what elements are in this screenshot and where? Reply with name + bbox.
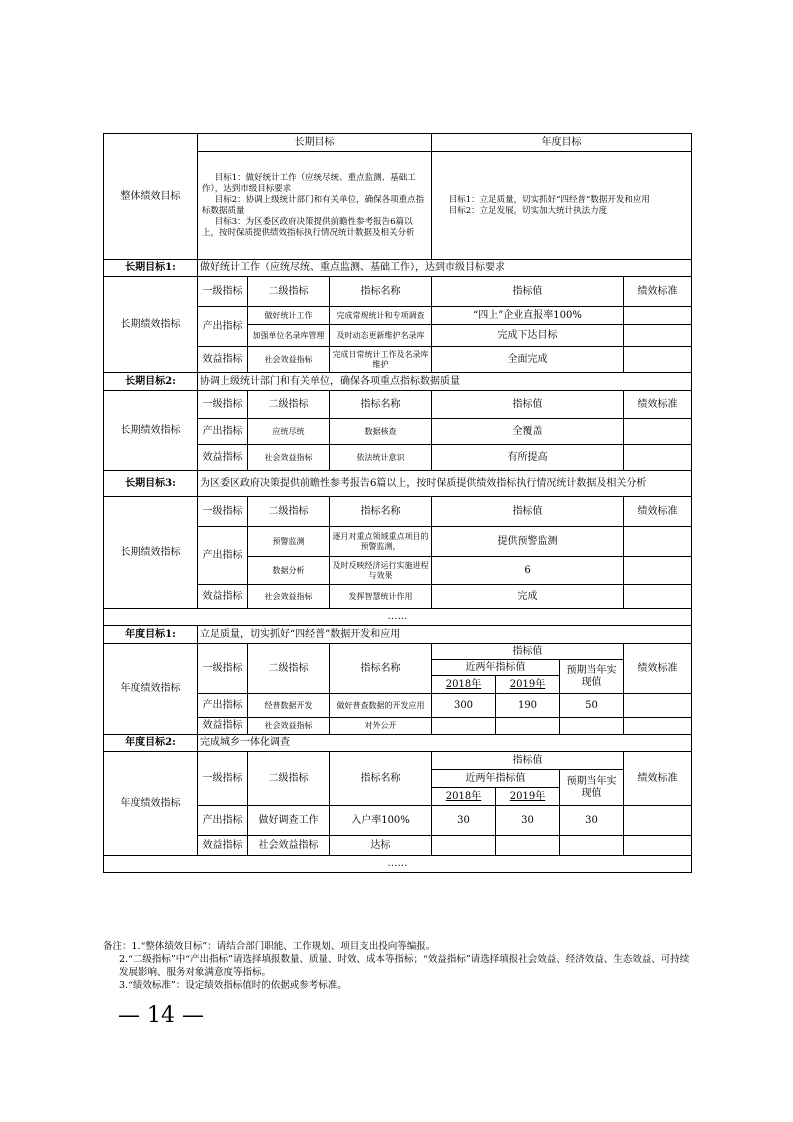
cat-benefit: 效益指标 bbox=[198, 585, 248, 609]
std-cell bbox=[624, 585, 692, 609]
col-lvl2: 二级指标 bbox=[248, 391, 330, 419]
annual2-label: 年度绩效指标 bbox=[104, 752, 198, 856]
std-cell bbox=[624, 445, 692, 471]
long2-label: 长期绩效指标 bbox=[104, 391, 198, 471]
col-value: 指标值 bbox=[432, 277, 624, 307]
lvl2-cell: 社会效益指标 bbox=[248, 445, 330, 471]
value-cell: 完成 bbox=[432, 585, 624, 609]
std-cell bbox=[624, 718, 692, 735]
value-2018-cell bbox=[432, 836, 496, 856]
col-lvl2: 二级指标 bbox=[248, 497, 330, 527]
col-lvl2: 二级指标 bbox=[248, 277, 330, 307]
col-2019: 2019年 bbox=[509, 678, 546, 690]
value-2019-cell bbox=[496, 718, 560, 735]
long2-title: 长期目标2: bbox=[104, 373, 198, 391]
long1-text: 做好统计工作（应统尽统、重点监测、基础工作），达到市级目标要求 bbox=[198, 260, 692, 277]
annual-goal-2: 目标2：立足发展，切实加大统计执法力度 bbox=[448, 205, 608, 216]
expect-cell bbox=[560, 718, 624, 735]
ellipsis-row: …… bbox=[104, 609, 692, 626]
col-near: 近两年指标值 bbox=[432, 660, 560, 676]
cat-output: 产出指标 bbox=[198, 307, 248, 347]
value-2019-cell: 190 bbox=[496, 694, 560, 718]
long2-text: 协调上级统计部门和有关单位，确保各项重点指标数据质量 bbox=[198, 373, 692, 391]
annual-goal-list bbox=[432, 152, 692, 260]
performance-table bbox=[103, 133, 691, 873]
name-cell: 做好普查数据的开发应用 bbox=[330, 694, 432, 718]
lvl2-cell: 加强单位名录库管理 bbox=[248, 325, 330, 347]
long1-label: 长期绩效指标 bbox=[104, 277, 198, 373]
annual2-text: 完成城乡一体化调查 bbox=[198, 735, 692, 752]
notes bbox=[103, 940, 693, 992]
col-value: 指标值 bbox=[432, 644, 624, 660]
col-name: 指标名称 bbox=[330, 497, 432, 527]
long1-title: 长期目标1: bbox=[104, 260, 198, 277]
note-3: 3.“绩效标准”：设定绩效指标值时的依据或参考标准。 bbox=[119, 980, 347, 991]
name-cell: 完成常规统计和专项调查 bbox=[330, 307, 432, 325]
value-cell: 全覆盖 bbox=[432, 419, 624, 445]
col-lvl1: 一级指标 bbox=[198, 644, 248, 694]
col-lvl2: 二级指标 bbox=[248, 644, 330, 694]
value-cell: 6 bbox=[432, 557, 624, 585]
col-lvl2: 二级指标 bbox=[248, 752, 330, 806]
col-name: 指标名称 bbox=[330, 277, 432, 307]
name-cell: 数据核查 bbox=[330, 419, 432, 445]
value-cell: 有所提高 bbox=[432, 445, 624, 471]
std-cell bbox=[624, 836, 692, 856]
name-cell: 入户率100% bbox=[330, 806, 432, 836]
col-std: 绩效标准 bbox=[624, 497, 692, 527]
col-std: 绩效标准 bbox=[624, 752, 692, 806]
name-cell: 对外公开 bbox=[330, 718, 432, 735]
col-lvl1: 一级指标 bbox=[198, 391, 248, 419]
cat-benefit: 效益指标 bbox=[198, 445, 248, 471]
page-number: — 14 — bbox=[118, 1003, 204, 1028]
annual2-title: 年度目标2: bbox=[104, 735, 198, 752]
long3-label: 长期绩效指标 bbox=[104, 497, 198, 609]
note-1: 备注：1.“整体绩效目标”：请结合部门职能、工作规划、项目支出投向等编报。 bbox=[103, 941, 436, 952]
col-value: 指标值 bbox=[432, 497, 624, 527]
std-cell bbox=[624, 694, 692, 718]
std-cell bbox=[624, 419, 692, 445]
name-cell: 及时反映经济运行实施进程与效果 bbox=[330, 557, 432, 585]
long-goal-1: 目标1：做好统计工作（应统尽统、重点监测、基础工作），达到市级目标要求 bbox=[202, 172, 416, 194]
col-2019: 2019年 bbox=[509, 790, 546, 802]
annual-header: 年度目标 bbox=[432, 134, 692, 152]
long3-title: 长期目标3: bbox=[104, 471, 198, 497]
cat-benefit: 效益指标 bbox=[198, 836, 248, 856]
value-cell: 全面完成 bbox=[432, 347, 624, 373]
annual1-title: 年度目标1: bbox=[104, 626, 198, 644]
overall-label: 整体绩效目标 bbox=[104, 134, 198, 260]
ellipsis-row: …… bbox=[104, 856, 692, 873]
lvl2-cell: 应统尽统 bbox=[248, 419, 330, 445]
lvl2-cell: 做好调查工作 bbox=[248, 806, 330, 836]
cat-benefit: 效益指标 bbox=[198, 718, 248, 735]
cat-output: 产出指标 bbox=[198, 527, 248, 585]
value-2018-cell: 300 bbox=[432, 694, 496, 718]
col-near: 近两年指标值 bbox=[432, 770, 560, 788]
col-std: 绩效标准 bbox=[624, 391, 692, 419]
lvl2-cell: 经普数据开发 bbox=[248, 694, 330, 718]
cat-output: 产出指标 bbox=[198, 419, 248, 445]
lvl2-cell: 做好统计工作 bbox=[248, 307, 330, 325]
expect-cell bbox=[560, 836, 624, 856]
lvl2-cell: 社会效益指标 bbox=[248, 836, 330, 856]
value-2018-cell: 30 bbox=[432, 806, 496, 836]
col-lvl1: 一级指标 bbox=[198, 277, 248, 307]
value-2018-cell bbox=[432, 718, 496, 735]
col-name: 指标名称 bbox=[330, 644, 432, 694]
annual1-label: 年度绩效指标 bbox=[104, 644, 198, 735]
std-cell bbox=[624, 307, 692, 325]
long-goal-list bbox=[198, 152, 432, 260]
value-2019-cell: 30 bbox=[496, 806, 560, 836]
expect-cell: 50 bbox=[560, 694, 624, 718]
col-lvl1: 一级指标 bbox=[198, 752, 248, 806]
long-goal-2: 目标2：协调上级统计部门和有关单位，确保各项重点指标数据质量 bbox=[202, 194, 425, 216]
lvl2-cell: 预警监测 bbox=[248, 527, 330, 557]
lvl2-cell: 社会效益指标 bbox=[248, 718, 330, 735]
name-cell: 发挥智慧统计作用 bbox=[330, 585, 432, 609]
col-value: 指标值 bbox=[432, 391, 624, 419]
annual1-text: 立足质量，切实抓好“四经普”数据开发和应用 bbox=[198, 626, 692, 644]
long-goal-3: 目标3：为区委区政府决策提供前瞻性参考报告6篇以上，按时保质提供绩效指标执行情况统计数据及相关分析 bbox=[202, 216, 415, 238]
col-lvl1: 一级指标 bbox=[198, 497, 248, 527]
std-cell bbox=[624, 527, 692, 557]
value-2019-cell bbox=[496, 836, 560, 856]
std-cell bbox=[624, 557, 692, 585]
col-std: 绩效标准 bbox=[624, 644, 692, 694]
name-cell: 依法统计意识 bbox=[330, 445, 432, 471]
cat-output: 产出指标 bbox=[198, 806, 248, 836]
std-cell bbox=[624, 325, 692, 347]
cat-benefit: 效益指标 bbox=[198, 347, 248, 373]
value-cell: 完成下达目标 bbox=[432, 325, 624, 347]
col-2018: 2018年 bbox=[445, 678, 482, 690]
name-cell: 及时动态更新维护名录库 bbox=[330, 325, 432, 347]
value-cell: “四上”企业直报率100% bbox=[432, 307, 624, 325]
std-cell bbox=[624, 806, 692, 836]
col-value: 指标值 bbox=[432, 752, 624, 770]
col-std: 绩效标准 bbox=[624, 277, 692, 307]
std-cell bbox=[624, 347, 692, 373]
col-name: 指标名称 bbox=[330, 391, 432, 419]
name-cell: 逐月对重点领域重点项目的预警监测， bbox=[330, 527, 432, 557]
note-2: 2.“二级指标”中“产出指标”请选择填报数量、质量、时效、成本等指标；“效益指标”请选择填报社会效益、经济效益、生态效益、可持续发展影响、服务对象满意度等指标。 bbox=[119, 954, 690, 978]
annual-goal-1: 目标1：立足质量，切实抓好“四经普”数据开发和应用 bbox=[448, 194, 650, 205]
long-term-header: 长期目标 bbox=[198, 134, 432, 152]
lvl2-cell: 社会效益指标 bbox=[248, 585, 330, 609]
expect-cell: 30 bbox=[560, 806, 624, 836]
value-cell: 提供预警监测 bbox=[432, 527, 624, 557]
col-expect: 预期当年实现值 bbox=[560, 660, 624, 694]
col-expect: 预期当年实现值 bbox=[560, 770, 624, 806]
cat-output: 产出指标 bbox=[198, 694, 248, 718]
col-2018: 2018年 bbox=[445, 790, 482, 802]
col-name: 指标名称 bbox=[330, 752, 432, 806]
name-cell: 完成日常统计工作及名录库维护 bbox=[330, 347, 432, 373]
long3-text: 为区委区政府决策提供前瞻性参考报告6篇以上，按时保质提供绩效指标执行情况统计数据及相关分析 bbox=[198, 471, 692, 497]
lvl2-cell: 数据分析 bbox=[248, 557, 330, 585]
lvl2-cell: 社会效益指标 bbox=[248, 347, 330, 373]
name-cell: 达标 bbox=[330, 836, 432, 856]
